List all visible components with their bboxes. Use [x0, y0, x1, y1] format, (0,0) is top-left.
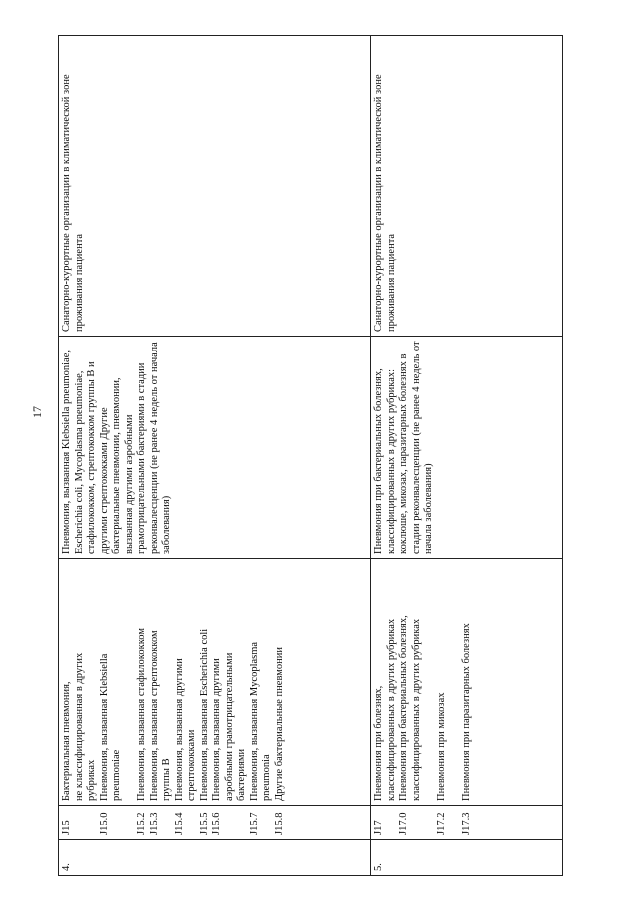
icd-code	[448, 810, 461, 835]
table-row	[59, 36, 371, 876]
disease-name: Пневмония при болезнях,	[373, 685, 384, 801]
disease-name: аэробными грамотрицательными	[223, 652, 235, 801]
disease-name: группы B	[161, 758, 172, 801]
code-list	[373, 810, 473, 835]
disease-name	[423, 563, 436, 801]
icd-code: J17	[373, 820, 384, 835]
disease-name: Пневмония, вызванная другими	[173, 658, 185, 801]
disease-name: pneumoniae	[111, 749, 122, 801]
disease-name: Пневмония, вызванная Klebsiella	[98, 653, 110, 801]
icd-code	[74, 810, 87, 835]
indications-table	[58, 35, 563, 876]
icd-code: J15.2	[136, 812, 147, 835]
disease-name: классифицированных в других рубриках	[410, 618, 422, 801]
icd-code	[124, 810, 137, 835]
disease-list	[61, 563, 286, 801]
disease-name: классифицированных в других рубриках	[385, 618, 397, 801]
icd-code	[111, 810, 124, 835]
disease-name: рубриках	[86, 759, 97, 801]
disease-cell	[59, 559, 371, 806]
icd-code	[224, 810, 237, 835]
icd-code: J15.7	[248, 812, 260, 835]
disease-name	[448, 563, 461, 801]
disease-name	[124, 563, 137, 801]
icd-code	[186, 810, 199, 835]
disease-list	[373, 563, 473, 801]
disease-name: Пневмония, вызванная Mycoplasma	[248, 641, 260, 801]
form-cell: Пневмония, вызванная Klebsiella pneumoniae, Escherichia coli, Mycoplasma pneumoniae, стафилококком, стрептококком группы B и другими стрептококками Другие бактериальные пневмонии, пневмонии, вызванная другими аэробными грамотрицательными бактериями в стадии реконвалесценции (не ранее 4 недель от начала заболевания)	[59, 337, 371, 559]
disease-name: Пневмония, вызванная Escherichia coli	[198, 628, 210, 801]
icd-code: J17.3	[460, 812, 472, 835]
disease-name: Другие бактериальные пневмонии	[273, 647, 285, 801]
disease-name: pneumonia	[261, 754, 272, 801]
icd-code	[386, 810, 399, 835]
page-number: 17	[30, 406, 44, 418]
disease-name: Пневмония, вызванная стафилококком	[136, 628, 147, 801]
disease-name: стрептококками	[186, 729, 197, 801]
form-cell: Пневмония при бактериальных болезнях, классифицированных в других рубриках: коклюше, микозах, паразитарных болезнях в стадии реконвалесценции (не ранее 4 недель от начала заболевания)	[371, 337, 563, 559]
icd-code	[236, 810, 249, 835]
disease-name: Пневмония при микозах	[435, 692, 447, 801]
icd-code	[423, 810, 436, 835]
icd-code: J15	[61, 820, 72, 835]
icd-code: J15.6	[211, 812, 222, 835]
icd-code: J15.8	[273, 812, 285, 835]
icd-code	[161, 810, 174, 835]
organization-cell: Санаторно-курортные организации в климатической зоне проживания пациента	[59, 36, 371, 337]
icd-code	[86, 810, 99, 835]
disease-name: не классифицированная в других	[73, 652, 85, 801]
row-number: 5.	[371, 840, 563, 876]
icd-code: J17.0	[398, 812, 409, 835]
code-cell	[59, 806, 371, 840]
row-number: 4.	[59, 840, 371, 876]
code-cell	[371, 806, 563, 840]
icd-code: J15.5	[198, 812, 210, 835]
icd-code: J15.4	[173, 812, 185, 835]
icd-code: J15.0	[98, 812, 110, 835]
disease-name: бактериями	[236, 748, 247, 801]
code-list	[61, 810, 286, 835]
disease-cell	[371, 559, 563, 806]
disease-name: Пневмония при паразитарных болезнях	[460, 623, 472, 801]
disease-name: Пневмония, вызванная другими	[211, 658, 222, 801]
icd-code: J17.2	[435, 812, 447, 835]
disease-name: Бактериальная пневмония,	[61, 681, 72, 801]
disease-name: Пневмония при бактериальных болезнях,	[398, 615, 409, 801]
document-table-container	[58, 36, 562, 876]
icd-code: J15.3	[148, 812, 160, 835]
disease-name: Пневмония, вызванная стрептококком	[148, 630, 160, 801]
icd-code	[411, 810, 424, 835]
organization-cell: Санаторно-курортные организации в климатической зоне проживания пациента	[371, 36, 563, 337]
table-row	[371, 36, 563, 876]
icd-code	[261, 810, 274, 835]
